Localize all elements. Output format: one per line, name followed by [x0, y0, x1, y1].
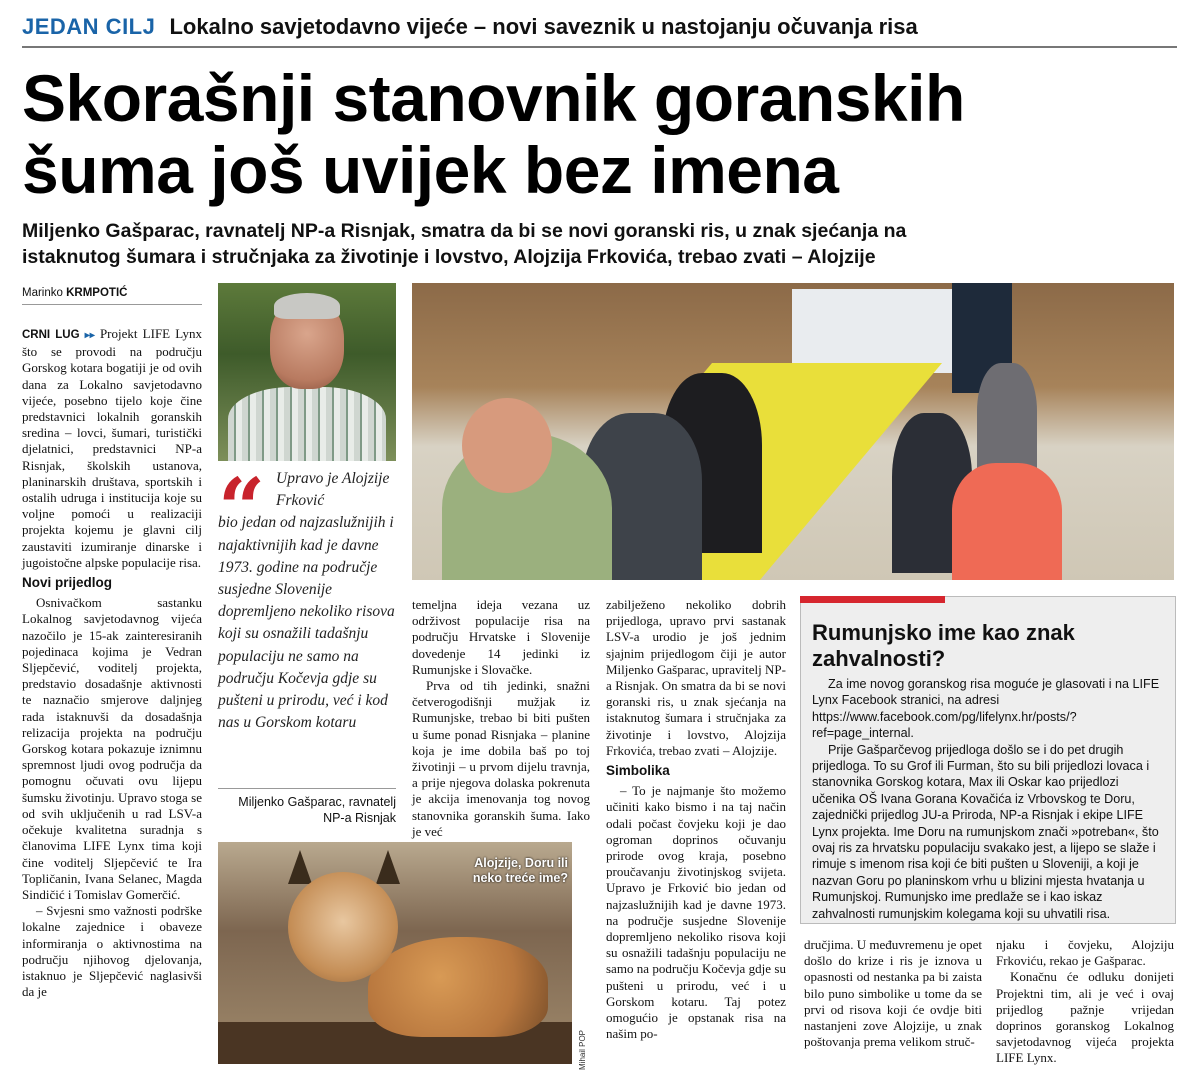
paragraph: dručjima. U međuvremenu je opet došlo do krize i ris je iznova u opasnosti od nestanka pa bi zaista bilo puno simbolike u tome da se prvi od risova koji će ovdje biti nastanjeni zove Alojzije, u znak poštovanja prema velikom struč-: [804, 937, 982, 1050]
article-column-4: [606, 597, 786, 1042]
article-column-1: [22, 326, 202, 1000]
paragraph: Osnivačkom sastanku Lokalnog savjetodavnog vijeća nazočilo je 15-ak zainteresiranih pojedinaca kojima je Vedran Sljepčević, voditelj projekta, predstavio dosadašnje aktivnosti te naznačio smjerove daljnjeg rada istaknuvši da dosadašnja relizacija projekta na području Gorskog kotara pokazuje iznimnu spremnost ljudi ovog područja da pomognu očuvati ovu lijepu šumsku životinju. Upravo stoga se od svih uključenih u rad LSV-a očekuje kvalitetna suradnja s članovima LIFE Lynx tima koji čine voditelj Sljepčević te Ira Topličanin, Ivana Selanec, Magda Sindičić i Tomislav Gomerčić.: [22, 595, 202, 902]
deck-line-2: istaknutog šumara i stručnjaka za životinje i lovstvo, Alojzija Frkovića, trebao zvati – Alojzije: [22, 246, 876, 268]
headline-line-1: Skorašnji stanovnik goranskih: [22, 61, 965, 135]
sidebar-body: [812, 676, 1164, 922]
quote-text: bio jedan od najzaslužnijih i najaktivnijih kad je davne 1973. godine na područje susjedne Slovenije dopremljeno nekoliko risova koji su osnažili tadašnju populaciju ne samo na području Kočevja gdje su pušteni u prirodu, već i kod nas u Gorskom kotaru: [218, 514, 395, 732]
subhead-novi-prijedlog: Novi prijedlog: [22, 575, 113, 591]
paragraph: temeljna ideja vezana uz održivost populacije risa na području Hrvatske i Slovenije dovedenje 14 jedinki iz Rumunjske i Slovačke.: [412, 597, 590, 677]
paragraph: zabilježeno nekoliko dobrih prijedloga, upravo prvi sastanak LSV-a urodio je još jednim sjajnim prijedlogom čiji je autor Miljenko Gašparac, upravitelj NP-a Risnjak. On smatra da bi se novi goranski ris, u znak sjećanja na istaknutog šumara i stručnjaka za životinje i lovstvo, Alojzija Frkovića, trebao zvati – Alojzije.: [606, 597, 786, 758]
portrait-photo: [218, 283, 396, 461]
sidebar-paragraph: Prije Gašparčevog prijedloga došlo se i do pet drugih prijedloga. To su Grof ili Furman, što su bili prijedlozi lovaca i stanovnika Gorskog kotara, Max ili Oskar kao prijedlozi učenika OŠ Ivana Gorana Kovačića iz Vrbovskog te Doru, zajednički prijedlog JU-a Priroda, NP-a Risnjak i ekipe LIFE Lynx projekta. Ime Doru na rumunjskom znači »potreban«, što ovaj ris za hrvatsku populaciju svakako jest, a lijepo se slaže i rimuje s imenom risa koji će biti pušten u Sloveniji, a koji je nazvan Goru po planinskom vrhu u blizini mjesta hvatanja u Rumunjskoj. Rumunjsko ime predlaže se i kao iskaz zahvalnosti rumunjskim kolegama koji su uhvatili risa.: [812, 742, 1159, 921]
photo-credit: Mihail POP: [578, 1029, 587, 1070]
section-kicker: [22, 12, 1177, 46]
paragraph: njaku i čovjeku, Alojziju Frkoviću, rekao je Gašparac.: [996, 937, 1174, 969]
byline: [22, 283, 202, 305]
article-column-5: [804, 937, 982, 1050]
pull-quote: [218, 461, 398, 734]
dateline: CRNI LUG: [22, 329, 80, 341]
paragraph: Prva od tih jedinki, snažni četverogodišnji mužjak iz Rumunjske, trebao bi biti pušten u šume ponad Risnjaka – planine koja je ime dobila baš po toj životinji – u prvom dijelu travnja, a prije njegova dolaska pokrenuta je akcija imenovanja tog novog stanovnika goranskih šuma. Iako je već: [412, 678, 590, 839]
paragraph: – Svjesni smo važnosti podrške lokalne zajednice i obaveze informiranja o aktivnostima na području njihovog djelovanja, istaknuo je Sljepčević naglasivši da je: [22, 903, 202, 1000]
meeting-photo: [412, 283, 1174, 580]
headline-line-2: šuma još uvijek bez imena: [22, 133, 839, 207]
headline: [22, 62, 1182, 206]
article-column-3: [412, 597, 590, 840]
quote-mark-icon: “: [218, 461, 266, 557]
lynx-photo-caption: Alojzije, Doru ili neko treće ime?: [472, 856, 568, 885]
kicker-divider: [22, 46, 1177, 48]
sidebar-paragraph: Za ime novog goranskog risa moguće je glasovati i na LIFE Lynx Facebook stranici, na adresi https://www.facebook.com/pg/lifelynx.hr/posts/?ref=page_internal.: [812, 677, 1160, 741]
deck: [22, 218, 1182, 270]
quote-lead: Upravo je Alojzije Frković: [276, 470, 390, 510]
quote-divider: [218, 788, 396, 789]
kicker-tag: JEDAN CILJ: [22, 14, 156, 39]
dateline-arrow-icon: ▸▸: [84, 330, 95, 341]
sidebar-accent-bar: [800, 596, 945, 603]
sidebar-title: Rumunjsko ime kao znak zahvalnosti?: [812, 620, 1075, 671]
byline-last-name: KRMPOTIĆ: [66, 287, 128, 299]
lead-text: Projekt LIFE Lynx što se provodi na području Gorskog kotara bogatiji je od ovih dana za Lokalno savjetodavno vijeće, posebno tijelo koje čine predstavnici lokalnih goranskih sredina – lovci, šumari, turistički djelatnici, predstavnici NP-a Risnjak, školskih ustanova, planinarskih društava, sportskih i ostalih udruga i institucija koje su voljne pomoći u realizaciji projekta kojemu je glavni cilj zaustaviti izumiranje dinarske i jugoistočne alpske populacije risa.: [22, 326, 203, 570]
paragraph: – To je najmanje što možemo učiniti kako bismo i na taj način odali počast čovjeku koji je dao ogroman doprinos očuvanju prirode ovog kraja, posebno proučavanju životinjskog svijeta. Upravo je Frković bio jedan od najzaslužnijih kad je davne 1973. na područje susjedne Slovenije dopremljeno nekoliko risova koji su osnažili tadašnju populaciju ne samo na području Kočevja gdje su pušteni u prirodu, već i u Gorskom kotaru. Taj potez omogućio je opstanak risa na našim po-: [606, 783, 786, 1042]
paragraph: Konačnu će odluku donijeti Projektni tim, ali je već i ovaj prijedlog pažnje vrijedan doprinos goranskog Lokalnog savjetodavnog vijeća projekta LIFE Lynx.: [996, 969, 1174, 1066]
kicker-title: Lokalno savjetodavno vijeće – novi saveznik u nastojanju očuvanja risa: [169, 14, 918, 39]
byline-first-name: Marinko: [22, 287, 63, 299]
deck-line-1: Miljenko Gašparac, ravnatelj NP-a Risnjak, smatra da bi se novi goranski ris, u znak sjećanja na: [22, 220, 907, 242]
lead-paragraph: [22, 326, 202, 571]
subhead-simbolika: Simbolika: [606, 763, 670, 779]
article-column-6: [996, 937, 1174, 1067]
quote-attribution: Miljenko Gašparac, ravnatelj NP-a Risnjak: [238, 795, 396, 825]
